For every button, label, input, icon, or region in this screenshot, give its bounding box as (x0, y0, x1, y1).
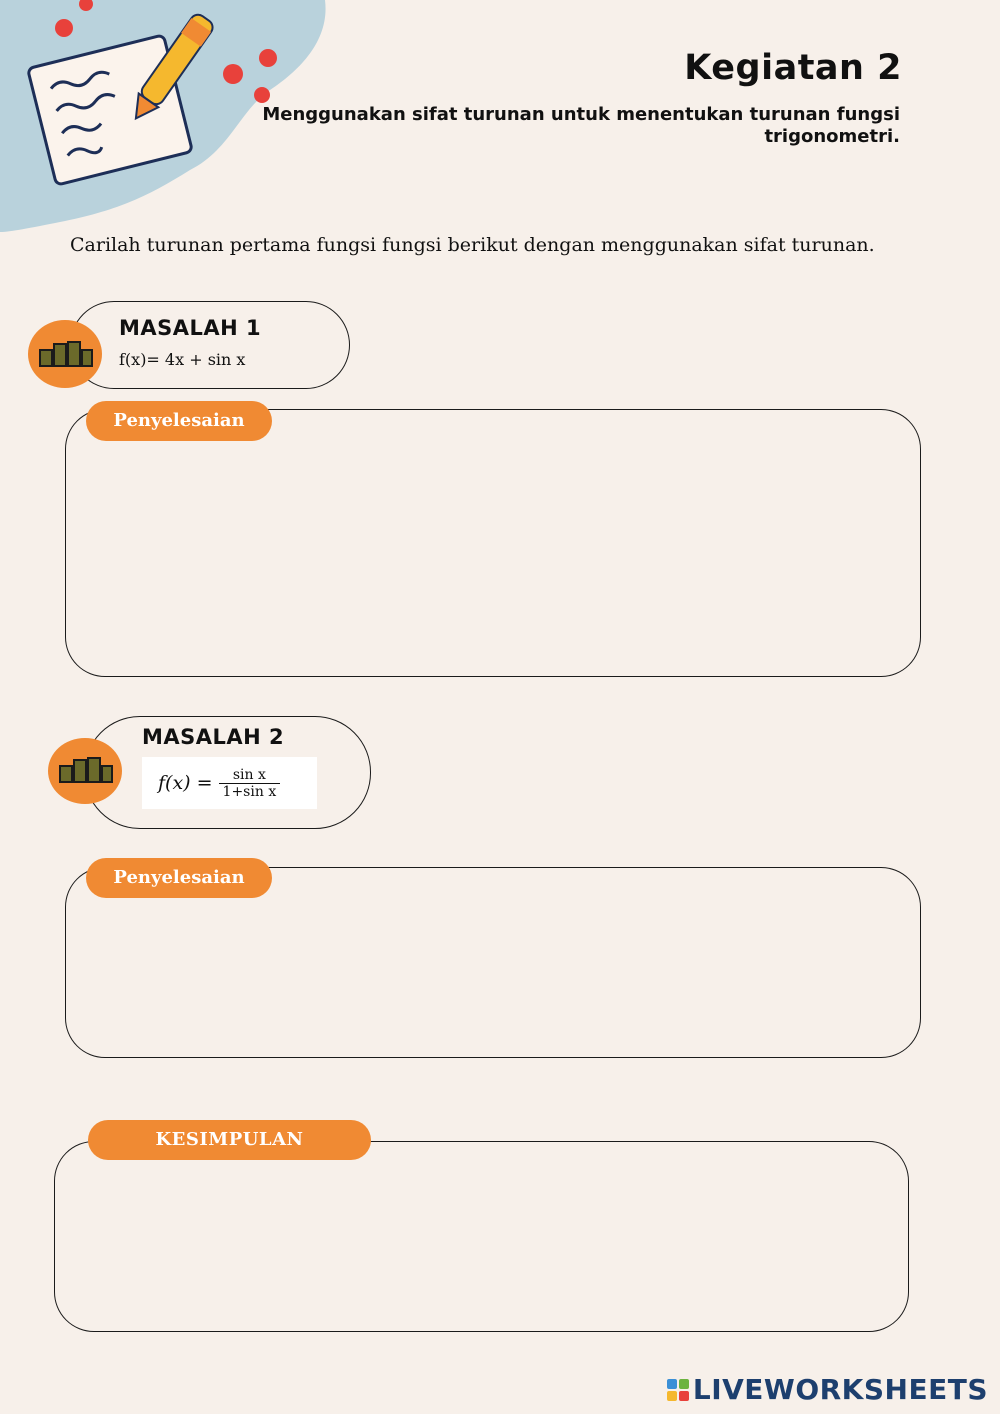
problem-2-title: MASALAH 2 (142, 725, 285, 749)
problem-2-card (84, 716, 371, 829)
books-icon (48, 738, 122, 804)
conclusion-box[interactable] (54, 1141, 909, 1332)
problem-1-answer-box[interactable] (65, 409, 921, 677)
formula-lhs: f(x) = (158, 772, 213, 794)
problem-1-title: MASALAH 1 (119, 316, 262, 340)
problem-1-badge (28, 320, 102, 388)
problem-1-card (70, 301, 350, 389)
formula-fraction (219, 767, 281, 800)
problem-2-answer-label: Penyelesaian (86, 858, 272, 898)
liveworksheets-logo-icon (667, 1379, 689, 1401)
liveworksheets-logo (667, 1373, 988, 1406)
instruction-text: Carilah turunan pertama fungsi fungsi berikut dengan menggunakan sifat turunan. (70, 234, 875, 256)
formula-numerator: sin x (232, 766, 266, 783)
problem-2-formula (142, 757, 317, 809)
formula-denominator: 1+sin x (219, 783, 281, 800)
problem-1-function: f(x)= 4x + sin x (119, 350, 246, 369)
page-title: Kegiatan 2 (684, 48, 902, 88)
brand-text: LIVEWORKSHEETS (692, 1373, 988, 1406)
books-icon (28, 320, 102, 388)
conclusion-label: KESIMPULAN (88, 1120, 371, 1160)
page-subtitle: Menggunakan sifat turunan untuk menentukan turunan fungsi trigonometri. (262, 104, 900, 147)
problem-1-answer-label: Penyelesaian (86, 401, 272, 441)
problem-2-badge (48, 738, 122, 804)
